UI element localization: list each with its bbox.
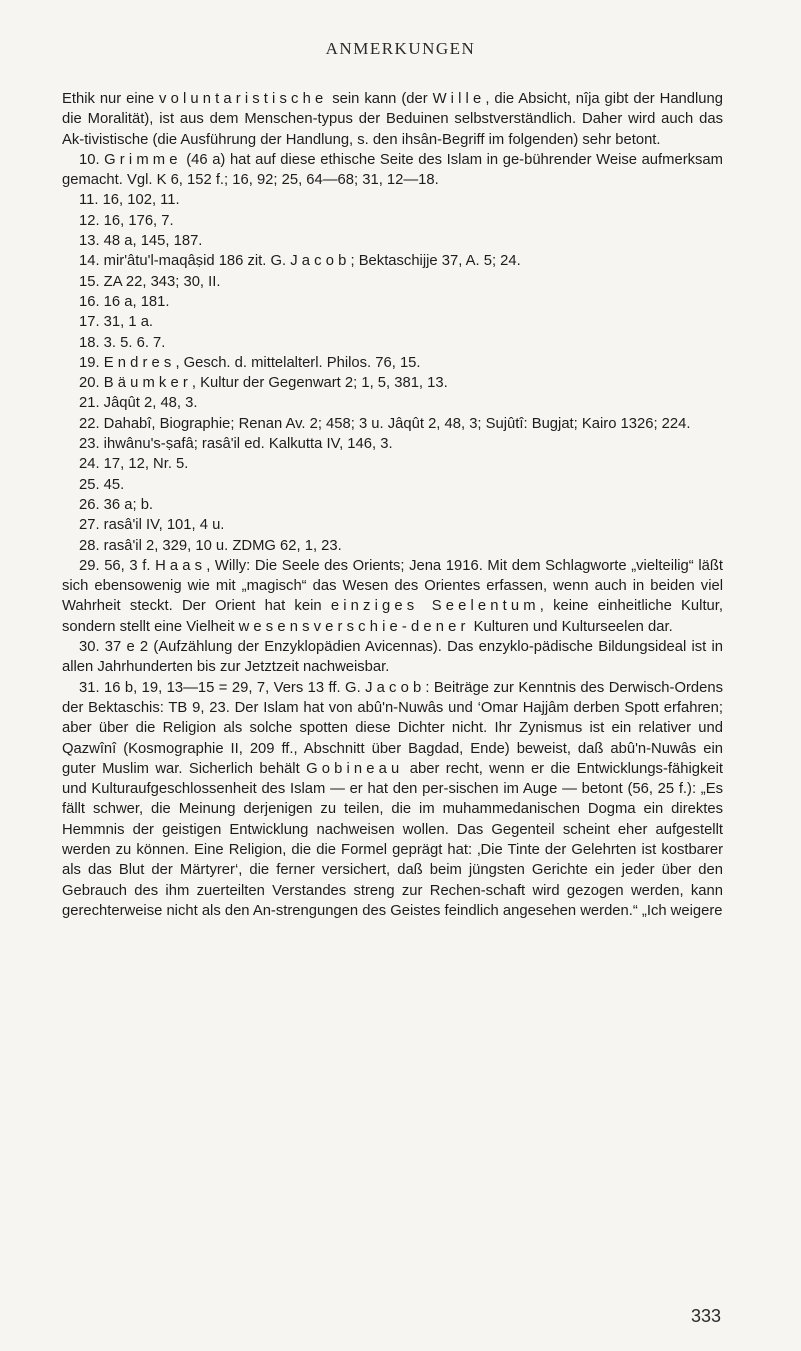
text-run: 16. 16 a, 181.	[79, 293, 170, 310]
spaced-emphasis: Haas	[155, 557, 207, 574]
spaced-emphasis: Jacob	[290, 253, 351, 270]
text-run: (46 a) hat auf diese ethische Seite des Islam in ge-bührender Weise aufmerksam gemacht. Vgl. K 6, 152 f.; 16, 92; 25, 64—68; 31, 12—18.	[62, 151, 723, 189]
note-paragraph	[62, 333, 723, 353]
text-run: 13. 48 a, 145, 187.	[79, 233, 203, 250]
text-run: 14. mir'âtu'l-maqâṣid 186 zit. G.	[79, 253, 291, 270]
text-run: 28. rasâ'il 2, 329, 10 u. ZDMG 62, 1, 23.	[79, 537, 342, 554]
text-run: 15. ZA 22, 343; 30, II.	[79, 273, 221, 290]
note-paragraph	[62, 475, 723, 495]
spaced-emphasis: voluntaristische	[159, 91, 328, 107]
text-run: 21. Jâqût 2, 48, 3.	[79, 395, 198, 412]
text-run: , Kultur der Gegenwart 2; 1, 5, 381, 13.	[191, 375, 448, 392]
note-paragraph	[62, 678, 723, 922]
text-run: sein kann (der	[327, 91, 433, 107]
spaced-emphasis: einziges Seelentum	[330, 598, 540, 615]
text-run: 11. 16, 102, 11.	[79, 192, 180, 209]
text-run: , Gesch. d. mittelalterl. Philos. 76, 15.	[175, 354, 421, 371]
note-paragraph	[62, 150, 723, 191]
text-run: 12. 16, 176, 7.	[79, 212, 174, 229]
text-run: 18. 3. 5. 6. 7.	[79, 334, 166, 351]
text-run: 25. 45.	[79, 476, 125, 493]
note-paragraph	[62, 292, 723, 312]
note-paragraph	[62, 434, 723, 454]
text-run: 24. 17, 12, Nr. 5.	[79, 456, 189, 473]
note-paragraph	[62, 414, 723, 434]
note-paragraph	[62, 393, 723, 413]
text-run: 29. 56, 3 f.	[79, 557, 156, 574]
note-paragraph	[62, 89, 723, 150]
spaced-emphasis: Wille	[432, 91, 486, 107]
text-run: 23. ihwânu's-ṣafâ; rasâ'il ed. Kalkutta IV, 146, 3.	[79, 436, 393, 453]
note-paragraph	[62, 454, 723, 474]
note-paragraph	[62, 515, 723, 535]
text-run: Ethik nur eine	[62, 91, 160, 107]
text-run: ; Bektaschijje 37, A. 5; 24.	[350, 253, 521, 270]
text-run: , Willy: Die Seele des Orients; Jena 1916. Mit dem Schlagworte „vielteilig“ läßt sich ebensowenig wie mit „magisch“ das Wesen des Orientes erfassen, wenn auch in beiden viel Wahrheit steckt. Der Orient hat kein	[62, 557, 723, 615]
notes-body	[62, 89, 723, 921]
text-run: 20.	[79, 375, 104, 392]
spaced-emphasis: Endres	[103, 354, 176, 371]
note-paragraph	[62, 211, 723, 231]
note-paragraph	[62, 353, 723, 373]
spaced-emphasis: Bäumker	[103, 375, 192, 392]
text-run: 17. 31, 1 a.	[79, 314, 154, 331]
spaced-emphasis: wesensverschie-dener	[238, 618, 470, 635]
note-paragraph	[62, 190, 723, 210]
note-paragraph	[62, 495, 723, 515]
text-run: Kulturen und Kulturseelen dar.	[469, 618, 673, 635]
text-run: , keine einheitliche Kultur, sondern stellt eine Vielheit	[62, 598, 724, 635]
text-run: : Beiträge zur Kenntnis des Derwisch-Ordens der Bektaschis: TB 9, 23. Der Islam hat von abû'n-Nuwâs und ‘Omar Hajjâm derben Spott erfahren; aber über die Religion als solche spotten diese Dichter nicht. Ihr Zynismus ist ein relativer und Qazwînî (Kosmographie II, 209 ff., Abschnitt über Bagdad, Ende) beweist, daß abû'n-Nuwâs ein guter Muslim war. Sicherlich behält	[62, 679, 723, 777]
note-paragraph	[62, 637, 723, 678]
page-number: 333	[690, 1306, 721, 1326]
note-paragraph	[62, 231, 723, 251]
text-run: 30. 37 e 2 (Aufzählung der Enzyklopädien Avicennas). Das enzyklo-pädische Bildungsideal ist in allen Jahrhunderten bis zur Jetztzeit nachweisbar.	[62, 639, 723, 676]
text-run: 31. 16 b, 19, 13—15 = 29, 7, Vers 13 ff. G.	[79, 679, 366, 696]
text-run: , die Absicht, nîja gibt der Handlung die Moralität), ist aus dem Menschen-typus der Beduinen selbstverständlich. Daher wird auch das Ak-tivistische (die Ausführung der Handlung, s. den ihsân-Begriff im folgenden) sehr betont.	[62, 91, 723, 148]
note-paragraph	[62, 312, 723, 332]
note-paragraph	[62, 272, 723, 292]
note-paragraph	[62, 556, 723, 637]
running-header: ANMERKUNGEN	[325, 39, 476, 58]
text-run: 26. 36 a; b.	[79, 496, 154, 513]
text-run: 22. Dahabî, Biographie; Renan Av. 2; 458; 3 u. Jâqût 2, 48, 3; Sujûtî: Bugjat; Kairo 1326; 224.	[79, 415, 691, 432]
spaced-emphasis: Grimme	[104, 151, 182, 168]
text-run: 27. rasâ'il IV, 101, 4 u.	[79, 517, 225, 534]
note-paragraph	[62, 373, 723, 393]
text-run: 19.	[79, 354, 104, 371]
note-paragraph	[62, 251, 723, 271]
spaced-emphasis: Jacob	[365, 679, 426, 696]
text-run: aber recht, wenn er die Entwicklungs-fähigkeit und Kulturaufgeschlossenheit des Islam — er hat den per-sischen im Auge — betont (56, 25 f.): „Es fällt schwer, die Meinung derjenigen zu teilen, die im muhammedanischen Dogma ein direktes Hemmnis der geistigen Entwicklung nachweisen wollen. Das Gegenteil scheint eher aufgestellt werden zu können. Eine Religion, die die Formel geprägt hat: ‚Die Tinte der Gelehrten ist kostbarer als das Blut der Märtyrer‘, die ferner versichert, daß beim jüngsten Gerichte ein jeder über den Gebrauch des ihm zuerteilten Verstandes streng zur Rechen-schaft wird gezogen werden, kann gerechterweise nicht als den An-strengungen des Geistes feindlich angesehen werden.“ „Ich weigere	[62, 760, 724, 919]
spaced-emphasis: Gobineau	[306, 760, 404, 777]
text-run: 10.	[79, 151, 105, 168]
note-paragraph	[62, 536, 723, 556]
